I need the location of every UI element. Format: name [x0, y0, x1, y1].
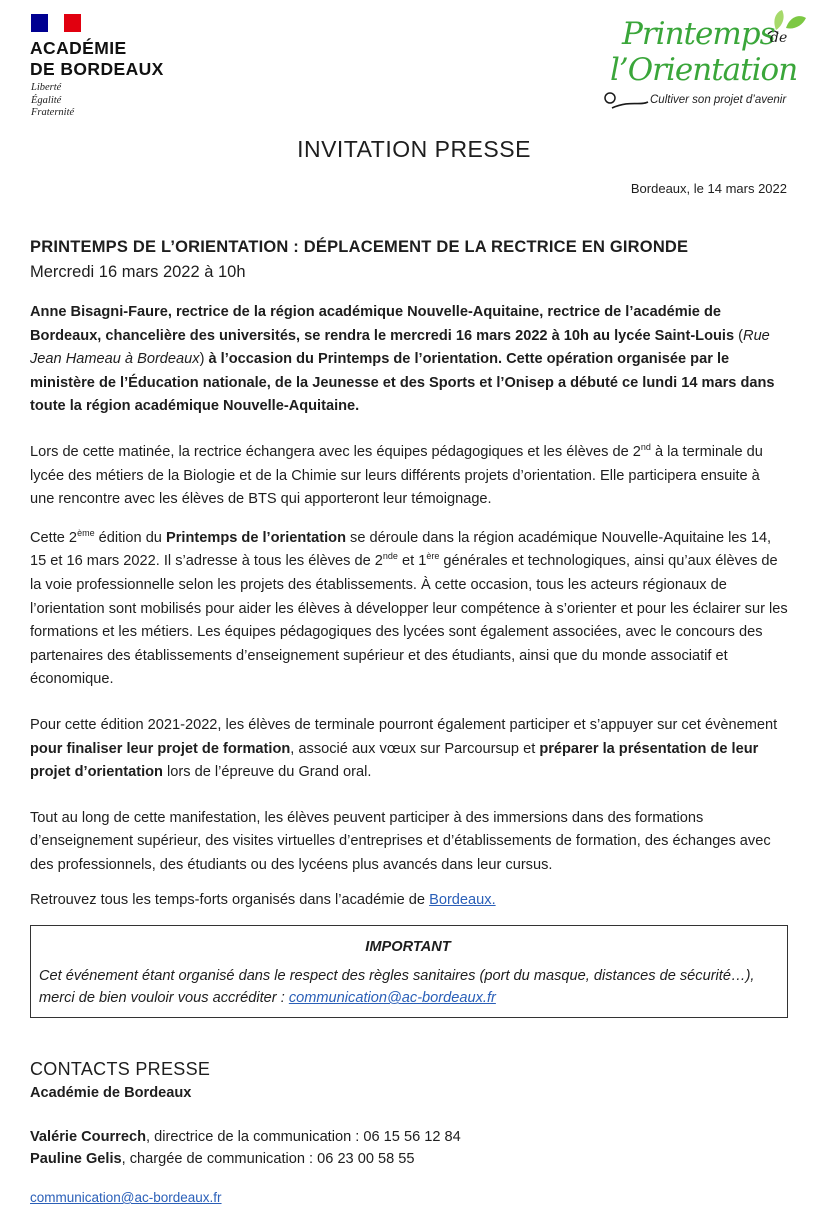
p3-bold: Printemps de l’orientation — [165, 529, 346, 546]
intro-bold-e: à l’occasion du Printemps de l’orientation. Cette opération organisée par le ministère de l’Éducation nationale, de la Jeunesse et des Sports et l’Onisep a débuté ce lundi 14 mars dans toute la région académique Nouvelle-Aquitaine. — [30, 351, 775, 415]
motto-liberte: Liberté — [31, 82, 62, 93]
important-body: Cet événement étant organisé dans le respect des règles sanitaires (port du masque, distances de sécurité…), merci de bien vouloir vous accréditer : — [39, 968, 755, 1007]
logo-printemps: Printemps — [622, 16, 775, 52]
contact-person — [30, 1148, 790, 1170]
flag-blue-band — [31, 14, 48, 32]
p4-text-c: lors de l’épreuve du Grand oral. — [162, 764, 372, 781]
document-date: Bordeaux, le 14 mars 2022 — [630, 181, 787, 196]
p3-sup3: ère — [426, 551, 440, 562]
p2-sup: nd — [640, 441, 651, 452]
p6-text: Retrouvez tous les temps-forts organisés dans l’académie de — [30, 892, 430, 909]
contact-name: Valérie Courrech — [30, 1129, 146, 1145]
p2-text-b: à la terminale du lycée des métiers de la Biologie et de la Chimie sur leurs différents projets d’orientation. Elle participera ensuite à une rencontre avec les élèves de BTS qui apporteront leur témoignage. — [30, 443, 763, 508]
paragraph-manifestation: Tout au long de cette manifestation, les élèves peuvent participer à des immersions dans des formations d’enseignement supérieur, des visites virtuelles d’entreprises et d’établissements de formation, des échanges avec des professionnels, des étudiants ou des lycéens plus avancés dans leur cursus. — [30, 809, 771, 873]
flag-white-band — [48, 14, 64, 32]
p3-sup2: nde — [382, 551, 398, 562]
bordeaux-link[interactable]: Bordeaux. — [429, 892, 496, 909]
intro-address: Rue Jean Hameau à Bordeaux — [30, 327, 770, 368]
logo-tagline: Cultiver son projet d’avenir — [650, 94, 787, 106]
republic-motto — [31, 82, 74, 120]
p4-bold2: préparer la présentation de leur projet d’orientation — [30, 740, 759, 781]
p3-text-a: Cette 2 — [30, 529, 78, 546]
contact-person — [30, 1126, 790, 1148]
paragraph-terminale — [30, 714, 788, 785]
contacts-title: CONTACTS PRESSE — [30, 1059, 211, 1079]
paragraph-edition — [30, 527, 788, 692]
p2-text-a: Lors de cette matinée, la rectrice échangera avec les équipes pédagogiques et les élèves de 2 — [30, 443, 641, 460]
contact-role: , chargée de communication : 06 23 00 58 55 — [121, 1151, 415, 1167]
academie-line1: ACADÉMIE — [30, 38, 127, 58]
p3-text-e: générales et technologiques, ainsi qu’aux élèves de la voie professionnelle selon les projets des établissements. À cette occasion, tous les acteurs régionaux de l’orientation sont mobilisés pour aider les élèves à développer leur compétence à s’orienter et pour les éclairer sur les formations et les métiers. Les équipes pédagogiques des lycées sont également associées, avec le concours des partenaires des établissements d’enseignement supérieur et des étudiants, ainsi que du monde associatif et économique. — [30, 553, 788, 688]
intro-paren-open: ( — [738, 327, 744, 344]
flag-red-band — [64, 14, 81, 32]
important-text — [39, 965, 777, 1009]
p3-text-b: édition du — [94, 529, 166, 546]
academie-line2: DE BORDEAUX — [30, 59, 164, 79]
important-title: IMPORTANT — [365, 939, 451, 956]
contact-role: , directrice de la communication : 06 15 56 12 84 — [146, 1129, 461, 1145]
p4-text-a: Pour cette édition 2021-2022, les élèves de terminale pourront également participer et s’appuyer sur cet évènement — [30, 716, 778, 733]
headline: PRINTEMPS DE L’ORIENTATION : DÉPLACEMENT DE LA RECTRICE EN GIRONDE — [30, 238, 689, 256]
contacts-organization: Académie de Bordeaux — [30, 1085, 192, 1101]
motto-fraternite: Fraternité — [31, 107, 75, 118]
intro-bold-a: Anne Bisagni-Faure, rectrice de la région académique Nouvelle-Aquitaine, rectrice de l’académie de Bordeaux, chancelière des universités, se rendra le mercredi 16 mars 2022 à 10h au lycée Saint-Louis — [30, 304, 735, 344]
p3-sup1: ème — [77, 527, 95, 538]
academie-name — [30, 38, 164, 80]
contacts-email-link[interactable]: communication@ac-bordeaux.fr — [30, 1190, 222, 1205]
paragraph-matinee — [30, 441, 788, 512]
press-contacts — [30, 1058, 790, 1207]
printemps-orientation-logo — [600, 8, 810, 120]
motto-egalite: Égalité — [31, 94, 62, 106]
marianne-flag-logo — [31, 14, 81, 32]
p3-text-c: se déroule dans la région académique Nouvelle-Aquitaine les 14, 15 et 16 mars 2022. Il s’adresse à tous les élèves de 2 — [30, 529, 772, 570]
main-content — [30, 236, 788, 1018]
important-email-link[interactable]: communication@ac-bordeaux.fr — [288, 990, 496, 1007]
contact-name: Pauline Gelis — [30, 1151, 122, 1167]
p4-bold1: pour finaliser leur projet de formation — [30, 740, 291, 757]
important-box — [30, 925, 788, 1018]
logo-orientation: l’Orientation — [610, 52, 798, 88]
document-title: INVITATION PRESSE — [297, 136, 531, 162]
paragraph-intro — [30, 301, 788, 419]
p3-text-d: et 1 — [397, 553, 427, 570]
p4-text-b: , associé aux vœux sur Parcoursup et — [290, 740, 540, 757]
intro-paren-close: ) — [199, 351, 205, 368]
subheadline: Mercredi 16 mars 2022 à 10h — [30, 263, 246, 281]
page-header — [0, 0, 828, 130]
logo-de: de — [770, 30, 788, 46]
paragraph-temps-forts — [30, 889, 788, 913]
